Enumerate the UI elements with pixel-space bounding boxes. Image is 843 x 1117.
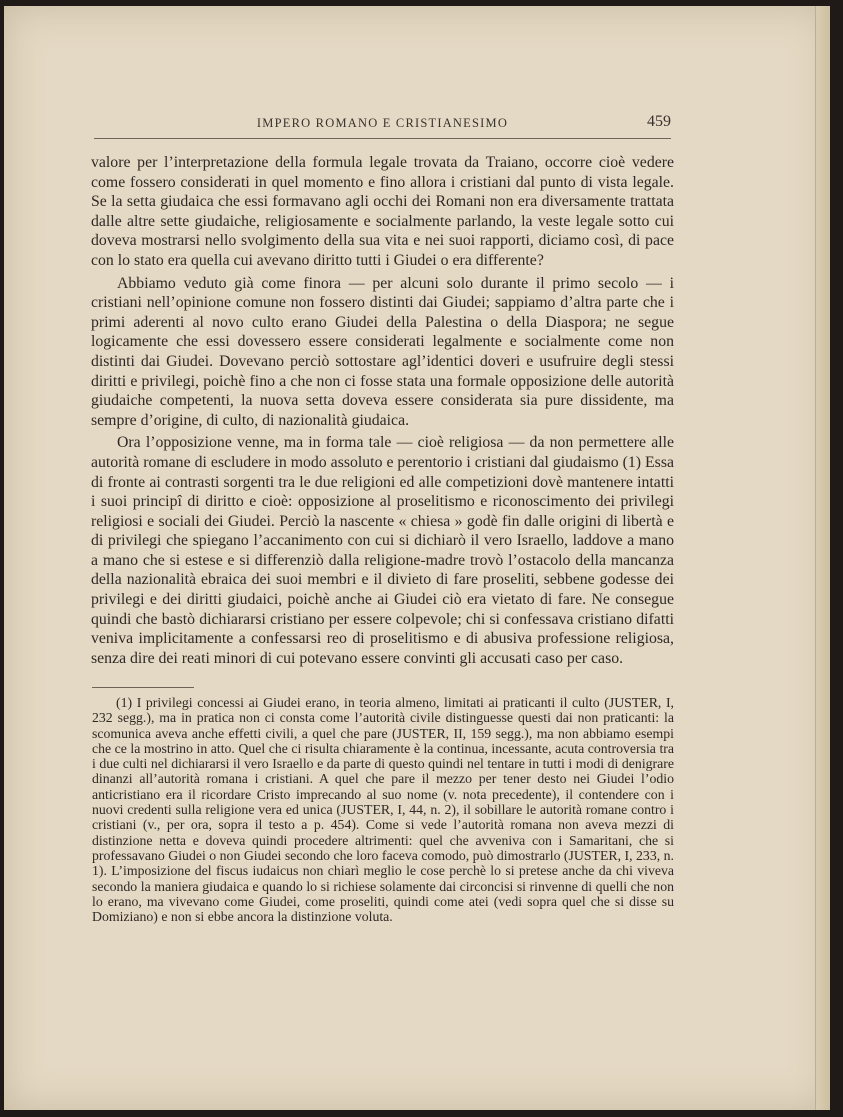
page-number: 459 xyxy=(647,113,671,130)
footnote-rule xyxy=(92,687,194,688)
page-edge xyxy=(815,6,830,1110)
main-text xyxy=(91,153,674,671)
footnote-text: (1) I privilegi concessi ai Giudei erano, in teoria almeno, limitati ai praticanti il culto (JUSTER, I, 232 segg.), ma in pratica non ci consta come l’autorità civile distinguesse questi dai non praticanti: la scomunica aveva anche effetti civili, a quel che pare (JUSTER, II, 159 segg.), ma non abbiamo esempi che ce la mostrino in atto. Quel che ci risulta chiaramente è la continua, incessante, acuta controversia tra i due culti nel dichiararsi il vero Israello e da parte di questo quindi nel tentare in tutti i modi di denigrare dinanzi all’autorità romana i cristiani. A quel che pare il mezzo per tener desto nei Giudei l’odio anticristiano era il ricordare Cristo imprecando al suo nome (v. nota precedente), il contendere con i nuovi credenti sulla religione vera ed unica (JUSTER, I, 44, n. 2), il sobillare le autorità romane contro i cristiani (v., per ora, sopra il testo a p. 454). Come si vede l’autorità romana non aveva mezzi di distinzione netta e doveva quindi procedere altrimenti: quel che avveniva con i Samaritani, che si professavano Giudei o non Giudei secondo che loro faceva comodo, può dimostrarlo (JUSTER, I, 233, n. 1). L’imposizione del fiscus iudaicus non chiarì meglio le cose perchè lo si pretese anche da chi viveva secondo la maniera giudaica e quando lo si richiese solamente dai circoncisi si rinvenne di quelli che non lo erano, ma vivevano come Giudei, come proseliti, quindi come atei (vedi sopra quel che si disse su Domiziano) e non si ebbe ancora la distinzione voluta. xyxy=(92,695,674,925)
paragraph: Abbiamo veduto già come finora — per alcuni solo durante il primo secolo — i cristiani nell’opinione comune non fossero distinti dai Giudei; sappiamo d’altra parte che i primi aderenti al novo culto erano Giudei della Palestina o della Diaspora; ne segue logicamente che essi dovessero essere considerati legalmente e socialmente come non distinti dai Giudei. Dovevano perciò sottostare agl’identici doveri e usufruire degli stessi diritti e privilegi, poichè fino a che non ci fosse stata una formale opposizione delle autorità giudaiche competenti, la nuova setta doveva essere considerata sia pure dissidente, ma sempre d’origine, di culto, di nazionalità giudaica. xyxy=(91,274,674,429)
paragraph: Ora l’opposizione venne, ma in forma tale — cioè religiosa — da non permettere alle autorità romane di escludere in modo assoluto e perentorio i cristiani dal giudaismo (1) Essa di fronte ai contrasti sorgenti tra le due religioni ed alle competizioni dovè mantenere intatti i suoi principî di diritto e cioè: opposizione al proselitismo e riconoscimento dei privilegi religiosi e sociali dei Giudei. Perciò la nascente « chiesa » godè fin dalle origini di libertà e di privilegi che spiegano l’accanimento con cui si dichiarò il vero Israello, laddove a mano a mano che si estese e si differenziò dalla religione-madre trovò l’ostacolo della mancanza della nazionalità ebraica dei suoi membri e il divieto di fare proseliti, sebbene godesse dei privilegi e dei diritti giudaici, poichè anche ai Giudei ciò era vietato di fare. Ne consegue quindi che bastò dichiararsi cristiano per essere colpevole; chi si confessava cristiano difatti veniva implicitamente a confessarsi reo di proselitismo e di abusiva professione religiosa, senza dire dei reati minori di cui potevano essere convinti gli accusati caso per caso. xyxy=(91,434,674,667)
paragraph: valore per l’interpretazione della formula legale trovata da Traiano, occorre cioè vedere come fossero considerati in quel momento e fino allora i cristiani dal punto di vista legale. Se la setta giudaica che essi formavano agli occhi dei Romani non era diversamente trattata dalle altre sette giudaiche, religiosamente e socialmente parlando, la veste legale sotto cui doveva mostrarsi nello svolgimento della sua vita e nei suoi rapporti, diciamo così, di pace con lo stato era quella cui avevano diritto tutti i Giudei o era differente? xyxy=(91,154,674,269)
running-title: IMPERO ROMANO E CRISTIANESIMO xyxy=(256,116,509,130)
footnote xyxy=(92,695,674,924)
page-header xyxy=(94,113,671,139)
